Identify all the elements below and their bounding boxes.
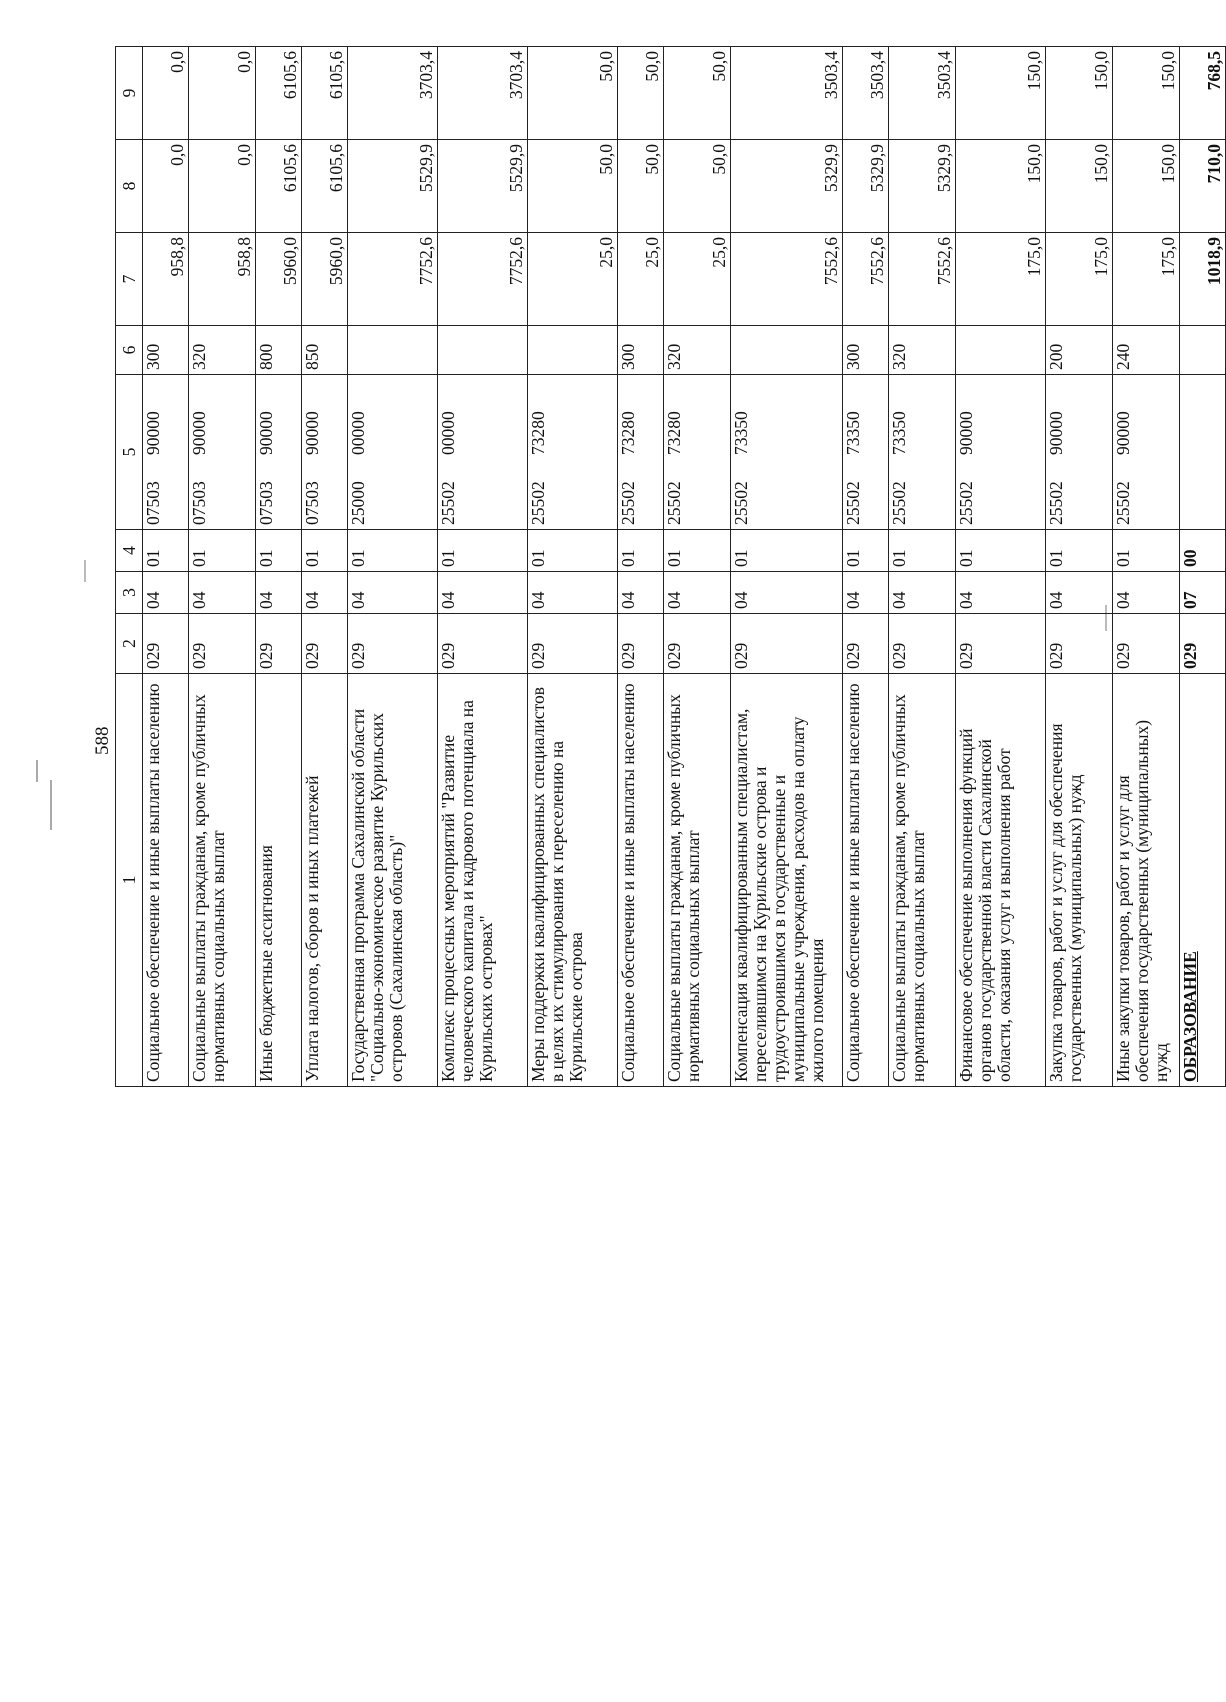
page-number: 588 <box>92 726 113 755</box>
row-code-target <box>1046 375 1113 530</box>
row-amount-col8: 6105,6 <box>302 140 348 233</box>
row-code-chapter: 029 <box>256 614 302 674</box>
row-code-chapter: 029 <box>889 614 956 674</box>
row-code-target <box>256 375 302 530</box>
row-amount-col9: 3703,4 <box>438 47 528 140</box>
row-name: Социальное обеспечение и иные выплаты населению <box>618 674 664 1087</box>
row-code-chapter: 029 <box>956 614 1046 674</box>
table-row <box>664 47 731 1087</box>
row-code-chapter: 029 <box>664 614 731 674</box>
row-amount-col8: 150,0 <box>1046 140 1113 233</box>
row-name: Иные бюджетные ассигнования <box>256 674 302 1087</box>
target-code-part2: 00000 <box>438 411 458 455</box>
table-row <box>1046 47 1113 1087</box>
row-code-expense-type: 320 <box>189 326 256 375</box>
column-number: 8 <box>116 140 143 233</box>
row-code-subsection: 01 <box>956 530 1046 572</box>
row-code-section: 04 <box>302 572 348 614</box>
row-code-subsection: 01 <box>189 530 256 572</box>
row-code-subsection: 00 <box>1180 530 1226 572</box>
row-name: Уплата налогов, сборов и иных платежей <box>302 674 348 1087</box>
row-amount-col9: 50,0 <box>664 47 731 140</box>
row-amount-col7: 25,0 <box>618 233 664 326</box>
column-number: 4 <box>116 530 143 572</box>
row-code-target <box>889 375 956 530</box>
scan-artifact <box>50 780 52 830</box>
rotated-table-wrapper <box>115 47 1225 1087</box>
target-code-part1: 07503 <box>256 481 276 525</box>
row-code-expense-type: 300 <box>618 326 664 375</box>
table-row <box>348 47 438 1087</box>
table-row <box>1113 47 1180 1087</box>
row-code-subsection: 01 <box>889 530 956 572</box>
row-amount-col9: 3503,4 <box>889 47 956 140</box>
target-code-part1: 25502 <box>1046 481 1066 525</box>
target-code-part1: 25502 <box>528 481 548 525</box>
target-code-part2: 73280 <box>664 411 684 455</box>
row-amount-col9: 3503,4 <box>731 47 843 140</box>
row-amount-col8: 5529,9 <box>438 140 528 233</box>
row-amount-col9: 150,0 <box>1046 47 1113 140</box>
row-amount-col8: 6105,6 <box>256 140 302 233</box>
row-amount-col7: 175,0 <box>1046 233 1113 326</box>
row-code-subsection: 01 <box>664 530 731 572</box>
column-number: 9 <box>116 47 143 140</box>
column-number: 5 <box>116 375 143 530</box>
row-code-chapter: 029 <box>843 614 889 674</box>
scan-artifact <box>84 560 86 582</box>
row-code-expense-type <box>438 326 528 375</box>
row-name: Финансовое обеспечение выполнения функций органов государственной власти Сахалинской области, оказания услуг и выполнения работ <box>956 674 1046 1087</box>
row-amount-col7: 958,8 <box>143 233 189 326</box>
row-amount-col7: 7752,6 <box>438 233 528 326</box>
target-code-part1: 07503 <box>143 481 163 525</box>
row-amount-col7: 5960,0 <box>256 233 302 326</box>
row-code-chapter: 029 <box>1180 614 1226 674</box>
row-code-expense-type: 300 <box>143 326 189 375</box>
row-code-target <box>843 375 889 530</box>
row-code-section: 04 <box>664 572 731 614</box>
column-number: 3 <box>116 572 143 614</box>
row-code-target <box>956 375 1046 530</box>
row-code-section: 04 <box>189 572 256 614</box>
column-number: 2 <box>116 614 143 674</box>
row-code-section: 04 <box>731 572 843 614</box>
row-amount-col7: 7552,6 <box>843 233 889 326</box>
row-code-section: 04 <box>618 572 664 614</box>
table-body <box>143 47 1226 1087</box>
row-amount-col9: 50,0 <box>528 47 618 140</box>
column-number: 1 <box>116 674 143 1087</box>
target-code-part1: 25502 <box>889 481 909 525</box>
row-code-section: 04 <box>1046 572 1113 614</box>
table-row <box>302 47 348 1087</box>
row-code-chapter: 029 <box>618 614 664 674</box>
row-amount-col8: 0,0 <box>189 140 256 233</box>
target-code-part1: 25502 <box>956 481 976 525</box>
row-name: Компенсация квалифицированным специалистам, переселившимся на Курильские острова и трудоустроившимся в государственные и муниципальные учреждения, расходов на оплату жилого помещения <box>731 674 843 1087</box>
row-code-chapter: 029 <box>189 614 256 674</box>
row-name: Социальные выплаты гражданам, кроме публичных нормативных социальных выплат <box>889 674 956 1087</box>
row-amount-col7: 958,8 <box>189 233 256 326</box>
target-code-part1: 25000 <box>348 481 368 525</box>
row-name: Социальное обеспечение и иные выплаты населению <box>843 674 889 1087</box>
target-code-part2: 90000 <box>956 411 976 455</box>
row-amount-col9: 150,0 <box>1113 47 1180 140</box>
row-amount-col8: 50,0 <box>664 140 731 233</box>
target-code-part2: 73350 <box>889 411 909 455</box>
row-name: Социальные выплаты гражданам, кроме публичных нормативных социальных выплат <box>189 674 256 1087</box>
target-code-part2: 00000 <box>348 411 368 455</box>
row-name: Социальное обеспечение и иные выплаты населению <box>143 674 189 1087</box>
row-code-section: 04 <box>438 572 528 614</box>
row-code-target <box>189 375 256 530</box>
table-row <box>189 47 256 1087</box>
row-code-target <box>1113 375 1180 530</box>
row-code-subsection: 01 <box>1113 530 1180 572</box>
row-amount-col8: 50,0 <box>618 140 664 233</box>
target-code-part2: 90000 <box>256 411 276 455</box>
row-name: Государственная программа Сахалинской области "Социально-экономическое развитие Курильских островов (Сахалинская область)" <box>348 674 438 1087</box>
row-code-chapter: 029 <box>1113 614 1180 674</box>
table-row-total <box>1180 47 1226 1087</box>
row-amount-col9: 0,0 <box>189 47 256 140</box>
row-code-chapter: 029 <box>1046 614 1113 674</box>
row-amount-col7: 5960,0 <box>302 233 348 326</box>
row-code-subsection: 01 <box>438 530 528 572</box>
row-amount-col9: 150,0 <box>956 47 1046 140</box>
row-code-subsection: 01 <box>143 530 189 572</box>
row-code-expense-type: 200 <box>1046 326 1113 375</box>
row-code-section: 04 <box>889 572 956 614</box>
target-code-part2: 73280 <box>528 411 548 455</box>
row-name: Закупка товаров, работ и услуг для обеспечения государственных (муниципальных) нужд <box>1046 674 1113 1087</box>
row-amount-col8: 5329,9 <box>731 140 843 233</box>
row-code-subsection: 01 <box>348 530 438 572</box>
table-row <box>528 47 618 1087</box>
table-row <box>843 47 889 1087</box>
row-code-target <box>348 375 438 530</box>
row-amount-col8: 5329,9 <box>889 140 956 233</box>
target-code-part1: 25502 <box>664 481 684 525</box>
row-code-target <box>528 375 618 530</box>
column-number: 7 <box>116 233 143 326</box>
row-code-target <box>731 375 843 530</box>
row-code-expense-type: 850 <box>302 326 348 375</box>
scan-artifact <box>36 760 38 782</box>
row-code-target <box>1180 375 1226 530</box>
table-row <box>731 47 843 1087</box>
row-code-target <box>664 375 731 530</box>
row-code-section: 04 <box>843 572 889 614</box>
target-code-part1: 25502 <box>438 481 458 525</box>
row-amount-col8: 50,0 <box>528 140 618 233</box>
row-amount-col9: 3503,4 <box>843 47 889 140</box>
row-code-target <box>143 375 189 530</box>
target-code-part2: 73350 <box>843 411 863 455</box>
row-amount-col8: 150,0 <box>1113 140 1180 233</box>
table-row <box>889 47 956 1087</box>
row-amount-col7: 7552,6 <box>889 233 956 326</box>
budget-table <box>115 46 1226 1087</box>
row-amount-col9: 3703,4 <box>348 47 438 140</box>
target-code-part2: 90000 <box>1046 411 1066 455</box>
row-name: Комплекс процессных мероприятий "Развитие человеческого капитала и кадрового потенциала на Курильских островах" <box>438 674 528 1087</box>
row-code-expense-type: 240 <box>1113 326 1180 375</box>
row-code-section: 04 <box>956 572 1046 614</box>
row-code-expense-type: 300 <box>843 326 889 375</box>
row-amount-col8: 150,0 <box>956 140 1046 233</box>
table-row <box>956 47 1046 1087</box>
row-code-subsection: 01 <box>302 530 348 572</box>
row-code-section: 07 <box>1180 572 1226 614</box>
row-code-section: 04 <box>1113 572 1180 614</box>
row-code-target <box>438 375 528 530</box>
row-code-expense-type <box>348 326 438 375</box>
row-amount-col9: 0,0 <box>143 47 189 140</box>
row-name: Социальные выплаты гражданам, кроме публичных нормативных социальных выплат <box>664 674 731 1087</box>
row-code-target <box>618 375 664 530</box>
row-code-target <box>302 375 348 530</box>
row-name: ОБРАЗОВАНИЕ <box>1180 674 1226 1087</box>
row-amount-col7: 25,0 <box>528 233 618 326</box>
target-code-part2: 90000 <box>189 411 209 455</box>
column-number-row <box>116 47 143 1087</box>
row-code-subsection: 01 <box>618 530 664 572</box>
row-code-chapter: 029 <box>348 614 438 674</box>
row-code-section: 04 <box>348 572 438 614</box>
target-code-part2: 90000 <box>302 411 322 455</box>
row-code-section: 04 <box>528 572 618 614</box>
row-code-chapter: 029 <box>143 614 189 674</box>
table-row <box>143 47 189 1087</box>
row-amount-col8: 5329,9 <box>843 140 889 233</box>
row-amount-col7: 7552,6 <box>731 233 843 326</box>
row-code-expense-type <box>731 326 843 375</box>
row-amount-col7: 175,0 <box>956 233 1046 326</box>
table-row <box>256 47 302 1087</box>
row-amount-col9: 768,5 <box>1180 47 1226 140</box>
row-amount-col7: 7752,6 <box>348 233 438 326</box>
row-code-section: 04 <box>143 572 189 614</box>
row-name: Иные закупки товаров, работ и услуг для обеспечения государственных (муниципальных) нужд <box>1113 674 1180 1087</box>
row-code-expense-type: 320 <box>889 326 956 375</box>
row-amount-col9: 6105,6 <box>256 47 302 140</box>
row-code-expense-type <box>956 326 1046 375</box>
row-code-subsection: 01 <box>1046 530 1113 572</box>
row-code-chapter: 029 <box>731 614 843 674</box>
row-code-expense-type <box>528 326 618 375</box>
row-code-subsection: 01 <box>256 530 302 572</box>
row-amount-col9: 6105,6 <box>302 47 348 140</box>
target-code-part1: 07503 <box>302 481 322 525</box>
row-code-chapter: 029 <box>302 614 348 674</box>
row-amount-col7: 1018,9 <box>1180 233 1226 326</box>
target-code-part2: 90000 <box>143 411 163 455</box>
row-code-subsection: 01 <box>528 530 618 572</box>
row-amount-col8: 5529,9 <box>348 140 438 233</box>
target-code-part1: 25502 <box>618 481 638 525</box>
target-code-part1: 25502 <box>1113 481 1133 525</box>
row-code-expense-type: 320 <box>664 326 731 375</box>
row-amount-col7: 25,0 <box>664 233 731 326</box>
target-code-part2: 73350 <box>731 411 751 455</box>
table-row <box>618 47 664 1087</box>
row-amount-col8: 710,0 <box>1180 140 1226 233</box>
row-amount-col9: 50,0 <box>618 47 664 140</box>
row-amount-col7: 175,0 <box>1113 233 1180 326</box>
row-code-chapter: 029 <box>528 614 618 674</box>
row-code-section: 04 <box>256 572 302 614</box>
row-code-subsection: 01 <box>731 530 843 572</box>
target-code-part1: 07503 <box>189 481 209 525</box>
row-code-subsection: 01 <box>843 530 889 572</box>
row-code-expense-type <box>1180 326 1226 375</box>
row-code-chapter: 029 <box>438 614 528 674</box>
target-code-part1: 25502 <box>843 481 863 525</box>
target-code-part2: 90000 <box>1113 411 1133 455</box>
column-number: 6 <box>116 326 143 375</box>
row-name: Меры поддержки квалифицированных специалистов в целях их стимулирования к переселению на Курильские острова <box>528 674 618 1087</box>
row-amount-col8: 0,0 <box>143 140 189 233</box>
table-row <box>438 47 528 1087</box>
row-code-expense-type: 800 <box>256 326 302 375</box>
target-code-part2: 73280 <box>618 411 638 455</box>
target-code-part1: 25502 <box>731 481 751 525</box>
